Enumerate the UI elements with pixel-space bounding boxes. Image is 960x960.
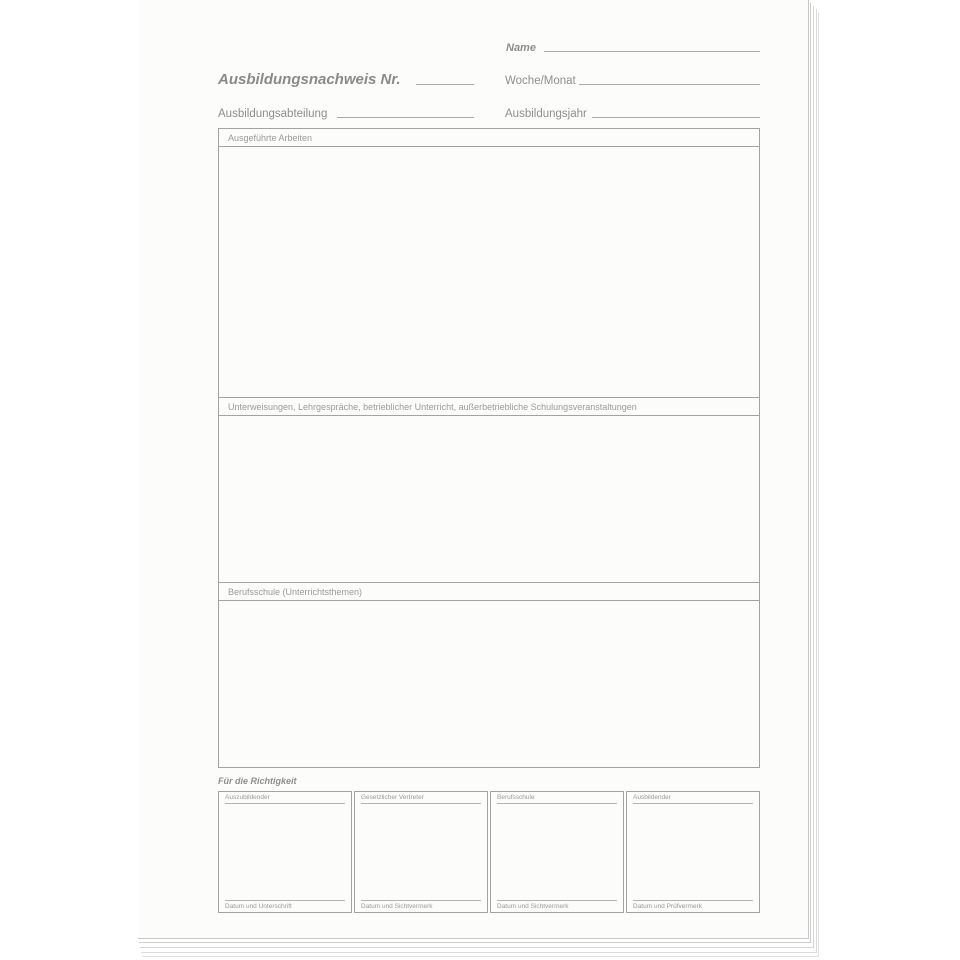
name-field[interactable] — [544, 51, 760, 52]
divider — [225, 803, 345, 804]
signature-footer: Datum und Sichtvermerk — [497, 903, 569, 910]
section-label: Berufsschule (Unterrichtsthemen) — [228, 587, 363, 597]
signatures-heading: Für die Richtigkeit — [218, 776, 297, 786]
name-label: Name — [506, 42, 536, 54]
department-field[interactable] — [337, 117, 474, 118]
section-header — [219, 129, 759, 147]
section-label: Unterweisungen, Lehrgespräche, betrieblicher Unterricht, außerbetriebliche Schulungsveranstaltungen — [228, 402, 637, 412]
signature-row — [218, 791, 762, 913]
signature-line[interactable] — [497, 900, 617, 901]
signature-line[interactable] — [225, 900, 345, 901]
signature-box-apprentice — [218, 791, 352, 913]
signature-line[interactable] — [361, 900, 481, 901]
week-month-field[interactable] — [579, 84, 760, 85]
signature-footer: Datum und Prüfvermerk — [633, 903, 702, 910]
signature-role: Ausbildender — [633, 794, 671, 801]
department-label: Ausbildungsabteilung — [218, 108, 328, 120]
week-month-label: Woche/Monat — [505, 75, 576, 87]
signature-box-trainer — [626, 791, 760, 913]
section-vocational-school — [218, 582, 760, 768]
form-page — [138, 0, 809, 939]
section-work-performed — [218, 128, 760, 398]
signature-role: Gesetzlicher Vertreter — [361, 794, 424, 801]
divider — [633, 803, 753, 804]
training-year-field[interactable] — [592, 117, 760, 118]
signature-role: Auszubildender — [225, 794, 270, 801]
divider — [361, 803, 481, 804]
signature-box-vocational-school — [490, 791, 624, 913]
section-instruction — [218, 397, 760, 583]
signature-footer: Datum und Sichtvermerk — [361, 903, 433, 910]
signature-box-legal-guardian — [354, 791, 488, 913]
section-header — [219, 398, 759, 416]
signature-role: Berufsschule — [497, 794, 535, 801]
section-label: Ausgeführte Arbeiten — [228, 133, 313, 143]
signature-line[interactable] — [633, 900, 753, 901]
divider — [497, 803, 617, 804]
signature-footer: Datum und Unterschrift — [225, 903, 292, 910]
section-header — [219, 583, 759, 601]
record-number-field[interactable] — [416, 84, 474, 85]
training-year-label: Ausbildungsjahr — [505, 108, 587, 120]
form-title: Ausbildungsnachweis Nr. — [218, 71, 401, 88]
